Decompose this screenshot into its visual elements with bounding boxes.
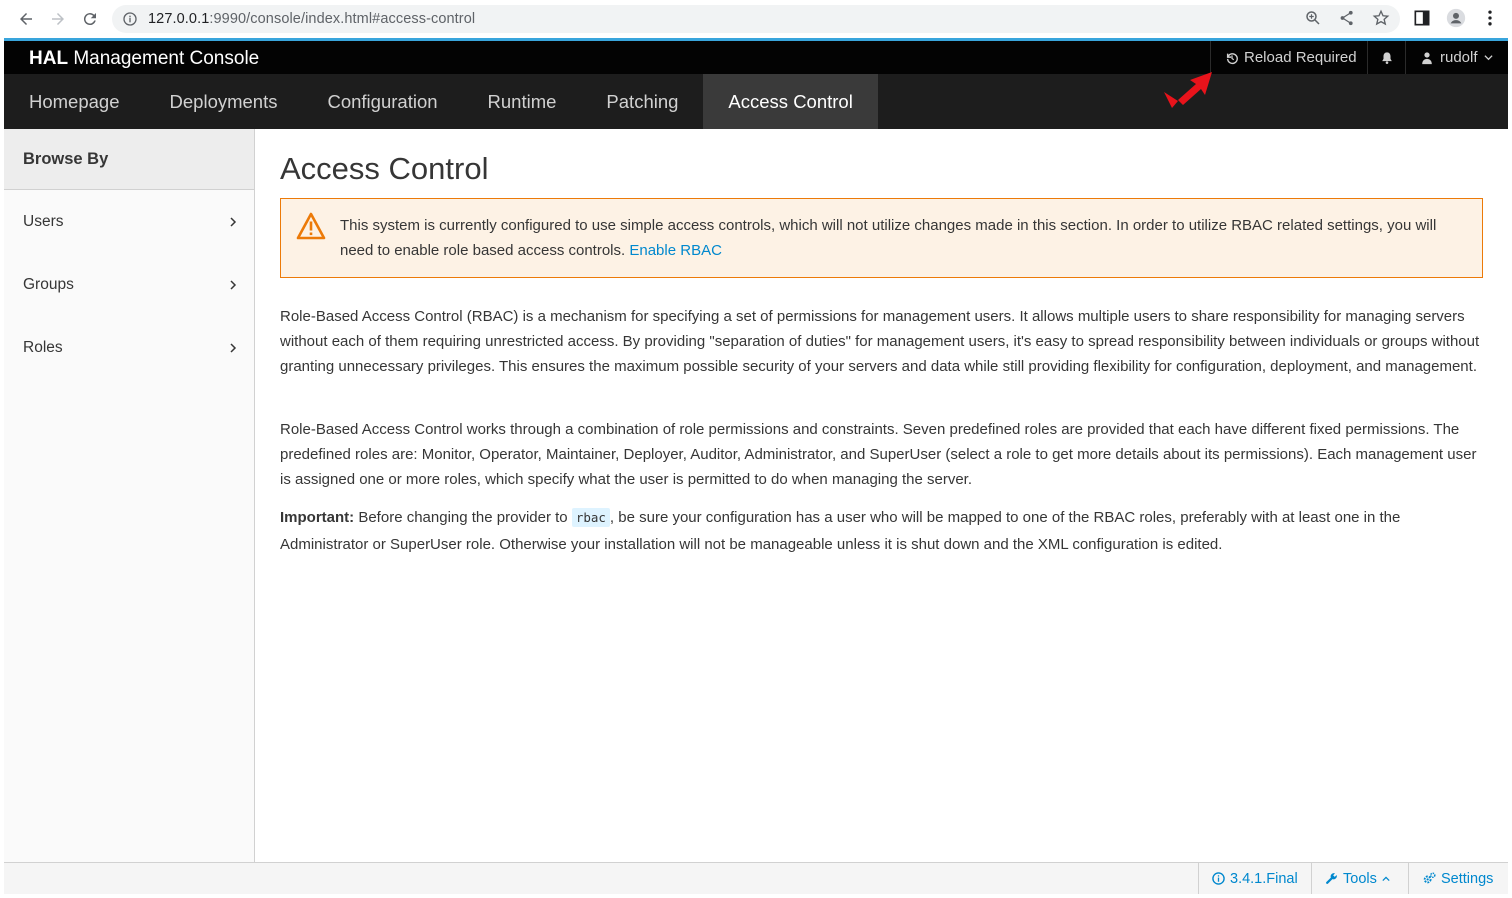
important-text-1: Before changing the provider to bbox=[354, 509, 572, 526]
alert-message bbox=[340, 213, 1470, 263]
bell-icon bbox=[1380, 51, 1394, 65]
nav-patching[interactable]: Patching bbox=[606, 90, 679, 112]
chevron-up-icon bbox=[1382, 875, 1390, 883]
important-note bbox=[280, 504, 1485, 558]
forward-button[interactable] bbox=[42, 3, 74, 35]
user-icon bbox=[1420, 51, 1434, 65]
enable-rbac-link[interactable]: Enable RBAC bbox=[629, 242, 722, 259]
sidebar-item-label: Groups bbox=[23, 275, 74, 293]
info-icon bbox=[122, 11, 138, 27]
history-icon bbox=[1225, 51, 1239, 65]
important-label: Important: bbox=[280, 509, 355, 526]
reload-required-label: Reload Required bbox=[1244, 49, 1357, 66]
address-bar[interactable] bbox=[112, 5, 1400, 33]
rbac-roles-description: Role-Based Access Control works through a combination of role permissions and constraints. Seven predefined roles are provided that each have different fixed permissions. The predefined roles are: Monitor, Operator, Maintainer, Deployer, Auditor, Administrator, and SuperUser (select a role to get more details about its permissions). Each management user is assigned one or more roles, which specify what the user is permitted to do when managing the server. bbox=[280, 421, 1477, 488]
forward-icon bbox=[49, 10, 67, 28]
nav-homepage[interactable]: Homepage bbox=[29, 90, 120, 112]
nav-configuration[interactable]: Configuration bbox=[327, 90, 438, 112]
browser-toolbar bbox=[0, 0, 1512, 38]
profile-icon[interactable] bbox=[1446, 8, 1466, 28]
rbac-description: Role-Based Access Control (RBAC) is a mechanism for specifying a set of permissions for management users. It allows multiple users to share responsibility for managing servers without each of them requiring unrestricted access. By providing "separation of duties" for management users, it's easy to spread responsibility between individuals or groups without granting unnecessary privileges. This ensures the maximum possible security of your servers and data while still providing flexibility for configuration, deployment, and management. bbox=[280, 308, 1480, 375]
footer bbox=[4, 862, 1508, 894]
page-title: Access Control bbox=[280, 151, 489, 186]
nav-deployments[interactable]: Deployments bbox=[169, 90, 278, 112]
settings-button[interactable] bbox=[1408, 863, 1508, 894]
version-label: 3.4.1.Final bbox=[1230, 870, 1298, 887]
sidebar-item-users[interactable] bbox=[4, 190, 254, 253]
nav-runtime[interactable]: Runtime bbox=[487, 90, 557, 112]
sidebar-item-label: Roles bbox=[23, 338, 63, 356]
alert-body: This system is currently configured to use simple access controls, which will not utilize changes made in this section. In order to utilize RBAC related settings, you will need to enable role based access controls. bbox=[340, 217, 1437, 259]
url-text bbox=[148, 11, 475, 27]
share-icon[interactable] bbox=[1338, 9, 1356, 27]
masthead bbox=[4, 41, 1508, 74]
reload-required-button[interactable] bbox=[1210, 41, 1367, 74]
chevron-down-icon bbox=[1484, 53, 1493, 62]
reload-icon bbox=[81, 10, 99, 28]
url-path: :9990/console/index.html#access-control bbox=[209, 11, 476, 27]
notifications-button[interactable] bbox=[1367, 41, 1405, 74]
version-button[interactable] bbox=[1198, 863, 1311, 894]
settings-label: Settings bbox=[1441, 870, 1494, 887]
more-icon[interactable] bbox=[1480, 8, 1500, 28]
chevron-right-icon bbox=[228, 280, 238, 290]
sidebar-item-groups[interactable] bbox=[4, 253, 254, 316]
chevron-right-icon bbox=[228, 217, 238, 227]
star-icon[interactable] bbox=[1372, 9, 1390, 27]
important-text-2: , be sure your configuration has a user who will be mapped to one of the RBAC roles, preferably with at least one in the Administrator or SuperUser role. Otherwise your installation will not be manageable unless it is shut down and the XML configuration is edited. bbox=[280, 509, 1401, 553]
url-host: 127.0.0.1 bbox=[148, 11, 210, 27]
chevron-right-icon bbox=[228, 343, 238, 353]
sidebar-title: Browse By bbox=[4, 129, 254, 190]
brand-logo[interactable] bbox=[29, 48, 259, 70]
user-menu[interactable] bbox=[1405, 41, 1508, 74]
gears-icon bbox=[1423, 872, 1436, 885]
nav-access-control[interactable]: Access Control bbox=[703, 74, 877, 129]
back-button[interactable] bbox=[10, 3, 42, 35]
tools-menu-button[interactable] bbox=[1311, 863, 1408, 894]
rbac-code: rbac bbox=[572, 508, 610, 527]
brand-bold: HAL bbox=[29, 48, 69, 69]
user-name: rudolf bbox=[1440, 49, 1478, 66]
tools-label: Tools bbox=[1343, 870, 1377, 887]
warning-icon bbox=[296, 212, 326, 240]
annotation-arrow-icon bbox=[1162, 70, 1214, 110]
reload-button[interactable] bbox=[74, 3, 106, 35]
wrench-icon bbox=[1325, 872, 1338, 885]
primary-nav bbox=[4, 74, 1508, 129]
hal-console bbox=[4, 41, 1508, 894]
browse-sidebar bbox=[4, 129, 255, 862]
sidepanel-icon[interactable] bbox=[1412, 8, 1432, 28]
brand-text: Management Console bbox=[68, 48, 260, 69]
info-icon bbox=[1212, 872, 1225, 885]
sidebar-item-roles[interactable] bbox=[4, 316, 254, 379]
back-icon bbox=[17, 10, 35, 28]
warning-alert bbox=[280, 198, 1483, 278]
zoom-icon[interactable] bbox=[1304, 9, 1322, 27]
sidebar-item-label: Users bbox=[23, 212, 64, 230]
